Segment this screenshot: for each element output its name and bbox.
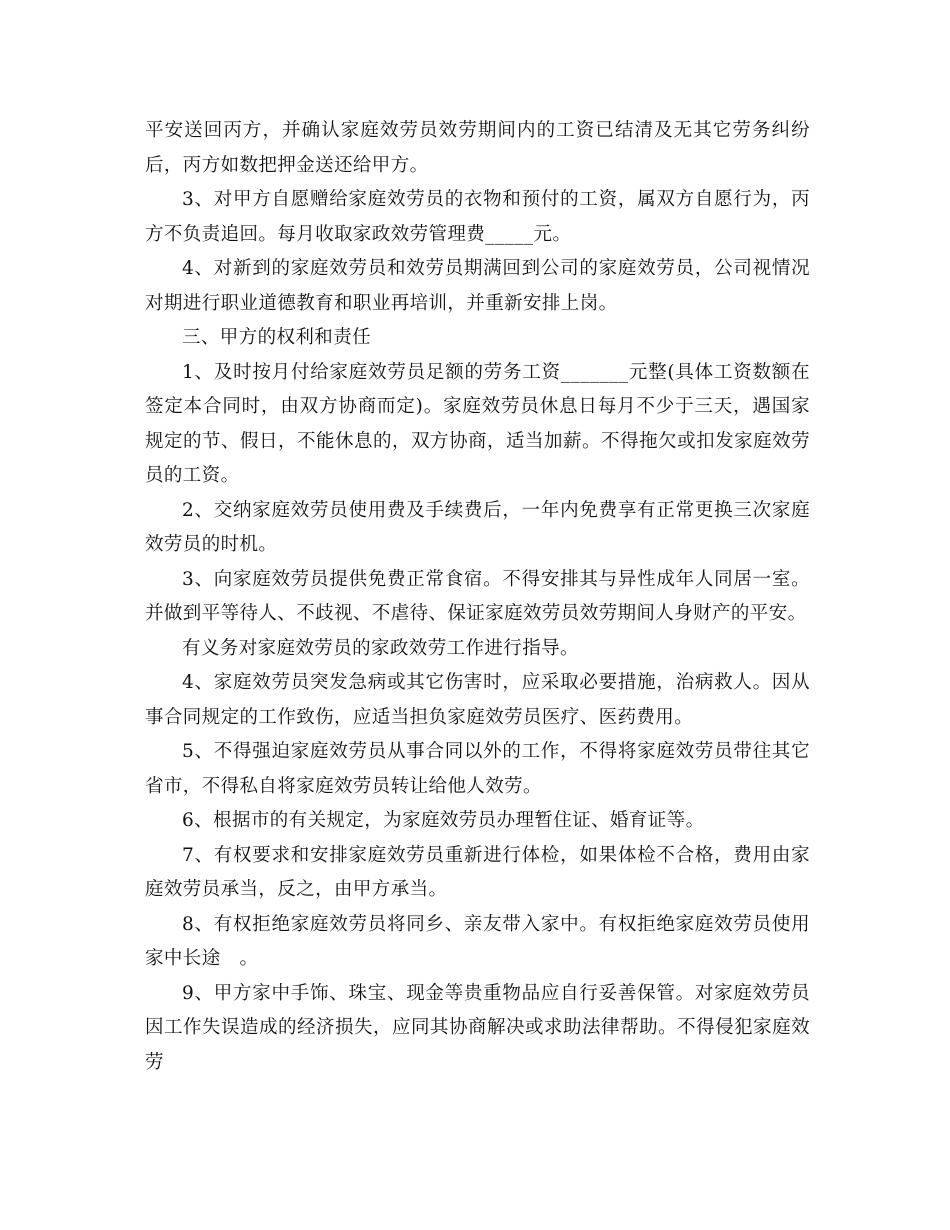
- section-heading: 三、甲方的权利和责任: [182, 327, 372, 348]
- paragraph-9: 5、不得强迫家庭效劳员从事合同以外的工作，不得将家庭效劳员带往其它省市，不得私自将家庭效劳员转让给他人效劳。: [145, 741, 810, 797]
- paragraph-4: 1、及时按月付给家庭效劳员足额的劳务工资_______元整(具体工资数额在签定本合同时，由双方协商而定)。家庭效劳员休息日每月不少于三天，遇国家规定的节、假日，不能休息的，双方协商，适当加薪。不得拖欠或扣发家庭效劳员的工资。: [145, 361, 810, 486]
- paragraph-12: 8、有权拒绝家庭效劳员将同乡、亲友带入家中。有权拒绝家庭效劳员使用家中长途 。: [145, 913, 810, 969]
- paragraph-11: 7、有权要求和安排家庭效劳员重新进行体检，如果体检不合格，费用由家庭效劳员承当，反之，由甲方承当。: [145, 844, 810, 900]
- paragraph-6: 3、向家庭效劳员提供免费正常食宿。不得安排其与异性成年人同居一室。并做到平等待人、不歧视、不虐待、保证家庭效劳员效劳期间人身财产的平安。: [145, 568, 810, 624]
- paragraph-8: 4、家庭效劳员突发急病或其它伤害时，应采取必要措施，治病救人。因从事合同规定的工作致伤，应适当担负家庭效劳员医疗、医药费用。: [145, 672, 810, 728]
- paragraph-1: 3、对甲方自愿赠给家庭效劳员的衣物和预付的工资，属双方自愿行为，丙方不负责追回。每月收取家政效劳管理费_____元。: [145, 189, 810, 245]
- document-body: [145, 114, 810, 1080]
- paragraph-7: 有义务对家庭效劳员的家政效劳工作进行指导。: [182, 637, 579, 659]
- paragraph-10: 6、根据市的有关规定，为家庭效劳员办理暂住证、婚育证等。: [182, 810, 705, 831]
- paragraph-13: 9、甲方家中手饰、珠宝、现金等贵重物品应自行妥善保管。对家庭效劳员因工作失误造成的经济损失，应同其协商解决或求助法律帮助。不得侵犯家庭效劳: [145, 982, 810, 1073]
- paragraph-0: 平安送回丙方，并确认家庭效劳员效劳期间内的工资已结清及无其它劳务纠纷后，丙方如数把押金送还给甲方。: [145, 120, 810, 176]
- paragraph-2: 4、对新到的家庭效劳员和效劳员期满回到公司的家庭效劳员，公司视情况对期进行职业道德教育和职业再培训，并重新安排上岗。: [145, 258, 810, 314]
- paragraph-5: 2、交纳家庭效劳员使用费及手续费后，一年内免费享有正常更换三次家庭效劳员的时机。: [145, 499, 810, 555]
